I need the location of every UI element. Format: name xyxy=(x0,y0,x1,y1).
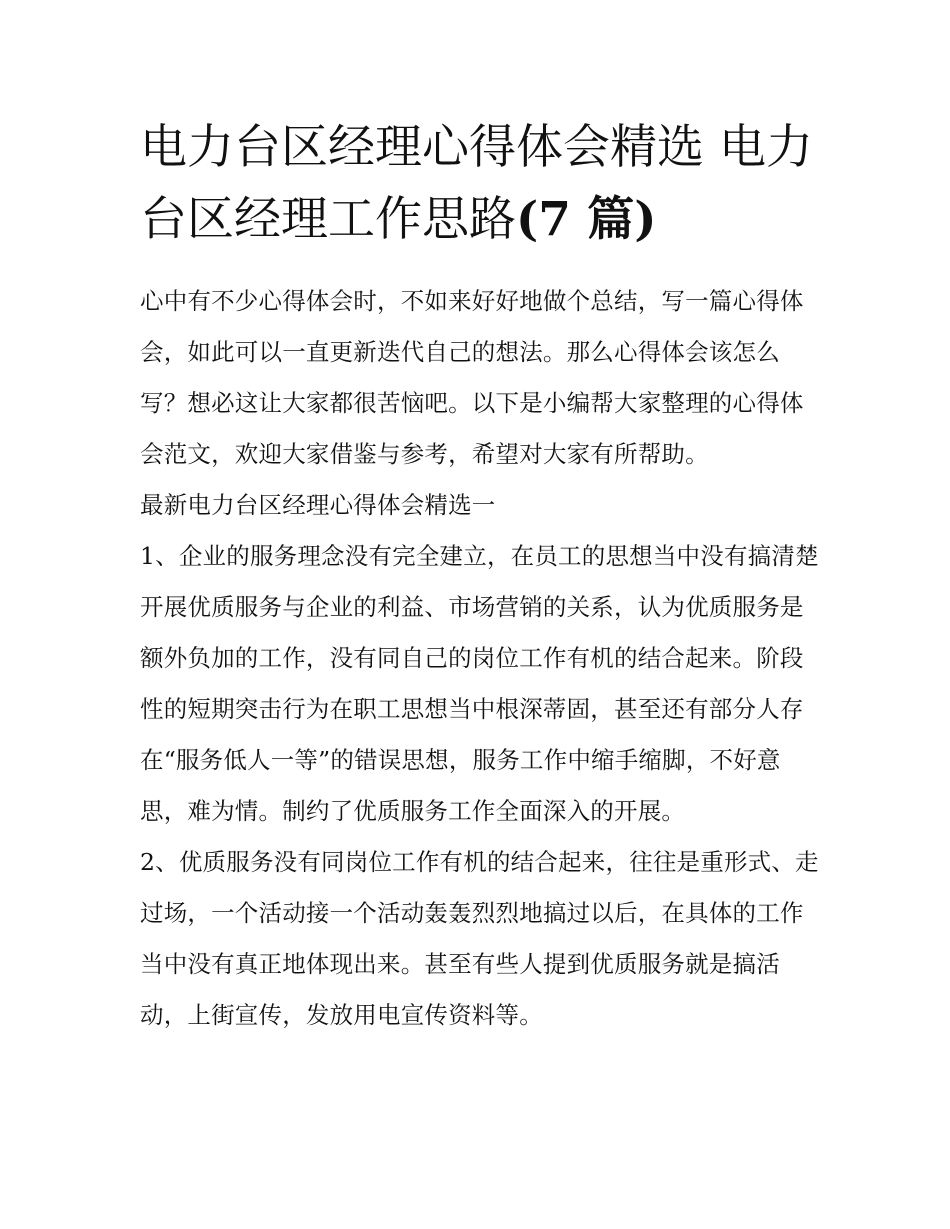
document-title-count: (7 篇) xyxy=(516,192,657,247)
section-heading: 最新电力台区经理心得体会精选一 xyxy=(140,491,496,519)
body-paragraph-1: 1、企业的服务理念没有完全建立，在员工的思想当中没有搞清楚开展优质服务与企业的利益、市场营销的关系，认为优质服务是额外负加的工作，没有同自己的岗位工作有机的结合起来。阶段性的短期突击行为在职工思想当中根深蒂固，甚至还有部分人存在“服务低人一等”的错误思想，服务工作中缩手缩脚，不好意思，难为情。制约了优质服务工作全面深入的开展。 xyxy=(140,542,819,825)
intro-paragraph: 心中有不少心得体会时，不如来好好地做个总结，写一篇心得体会，如此可以一直更新迭代自己的想法。那么心得体会该怎么写？想必这让大家都很苦恼吧。以下是小编帮大家整理的心得体会范文，欢迎大家借鉴与参考，希望对大家有所帮助。 xyxy=(140,287,804,468)
document-title xyxy=(140,112,820,256)
document-page xyxy=(140,112,820,1041)
body-paragraph-2: 2、优质服务没有同岗位工作有机的结合起来，往往是重形式、走过场，一个活动接一个活动轰轰烈烈地搞过以后，在具体的工作当中没有真正地体现出来。甚至有些人提到优质服务就是搞活动，上街宣传，发放用电宣传资料等。 xyxy=(140,848,819,1029)
document-title-main: 电力台区经理心得体会精选 电力台区经理工作思路 xyxy=(140,120,813,247)
